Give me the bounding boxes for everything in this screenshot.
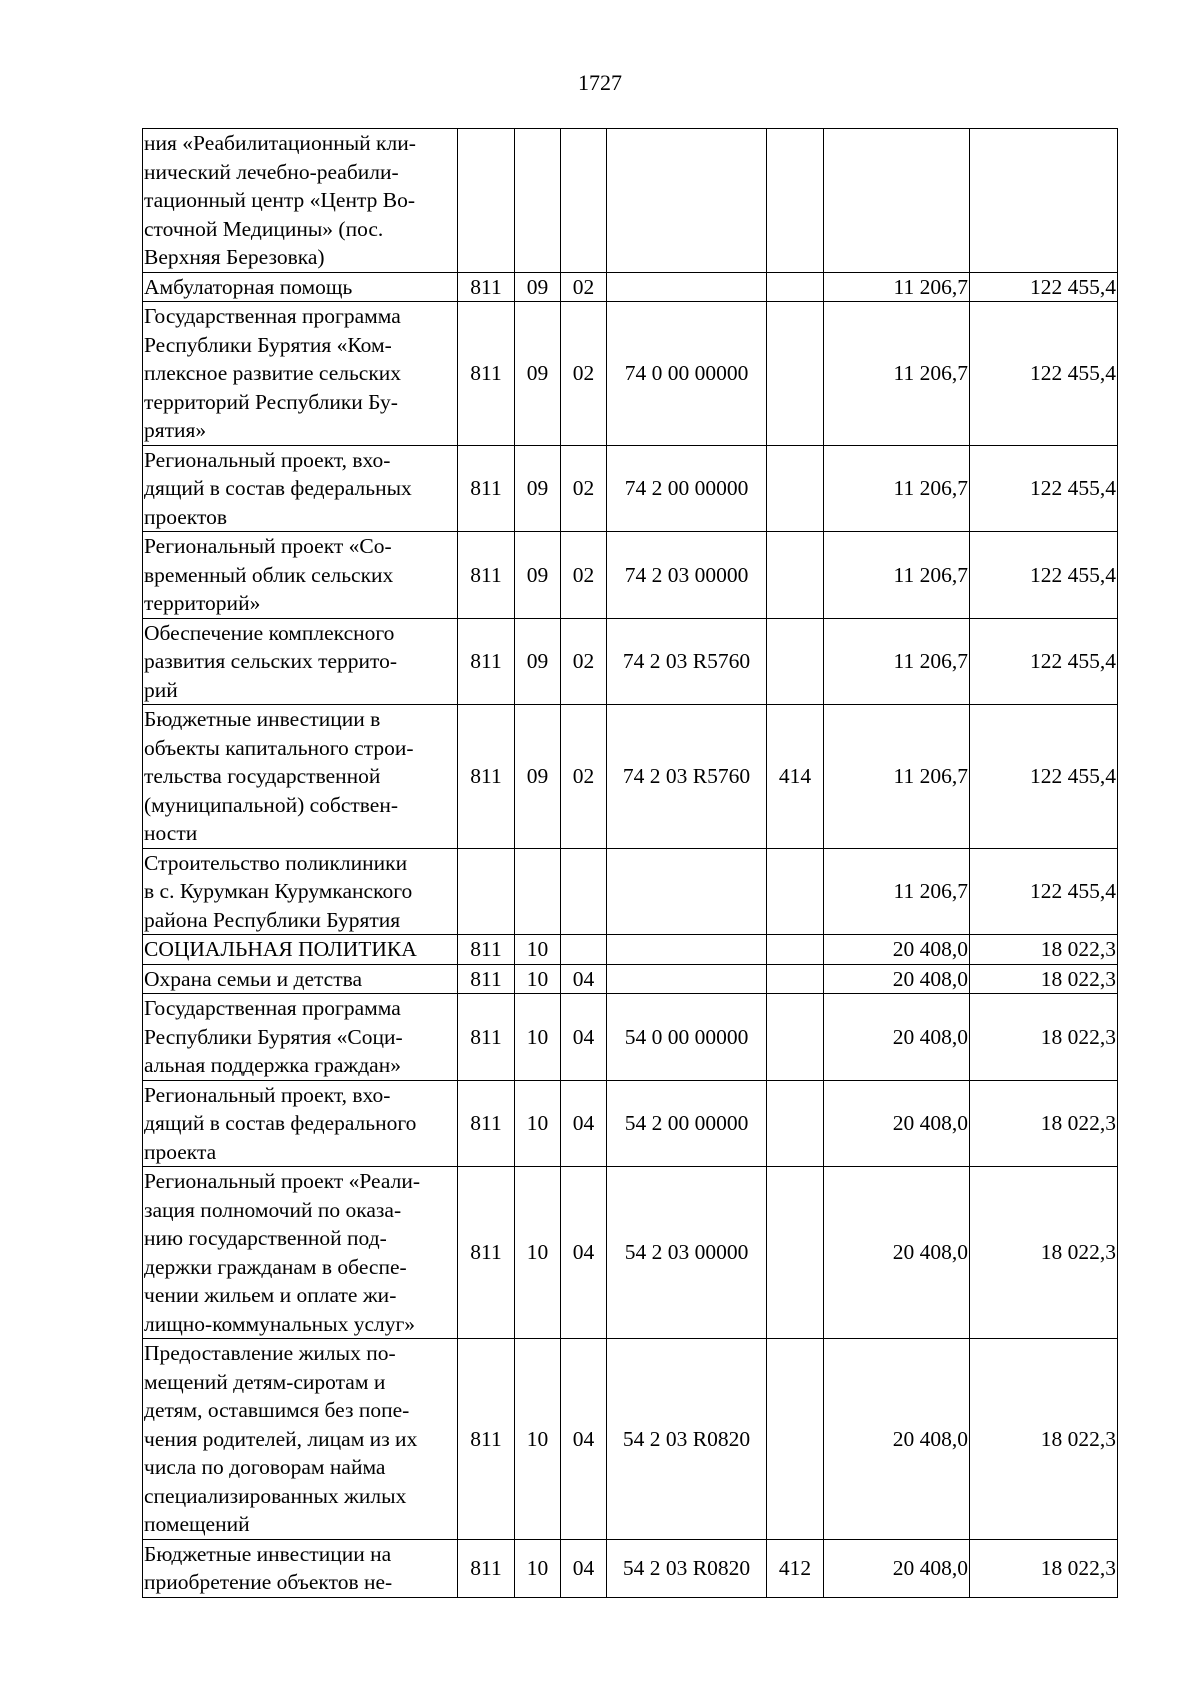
cell-name: ния «Реабилитационный кли- нический лечебно-реабили- тационный центр «Центр Во- сточной Медицины» (пос. Верхняя Березовка) xyxy=(143,129,458,273)
cell-name: Охрана семьи и детства xyxy=(143,964,458,994)
cell-section: 09 xyxy=(515,618,561,705)
cell-target-article: 54 2 00 00000 xyxy=(607,1080,767,1167)
cell-section: 09 xyxy=(515,705,561,849)
table-row xyxy=(143,618,1118,705)
cell-amount-2: 122 455,4 xyxy=(970,618,1118,705)
cell-grbs: 811 xyxy=(458,272,515,302)
cell-amount-1: 20 408,0 xyxy=(824,964,970,994)
cell-grbs: 811 xyxy=(458,445,515,532)
cell-amount-2: 18 022,3 xyxy=(970,994,1118,1081)
cell-amount-1: 20 408,0 xyxy=(824,935,970,965)
cell-subsection xyxy=(561,848,607,935)
cell-name: Обеспечение комплексного развития сельских террито- рий xyxy=(143,618,458,705)
cell-name: Государственная программа Республики Бурятия «Ком- плексное развитие сельских территорий Республики Бу- рятия» xyxy=(143,302,458,446)
cell-expense-type xyxy=(767,129,824,273)
cell-section: 10 xyxy=(515,1080,561,1167)
cell-subsection: 04 xyxy=(561,1080,607,1167)
cell-expense-type: 412 xyxy=(767,1539,824,1597)
cell-amount-1 xyxy=(824,129,970,273)
cell-name: Предоставление жилых по- мещений детям-сиротам и детям, оставшимся без попе- чения родителей, лицам из их числа по договорам найма специализированных жилых помещений xyxy=(143,1339,458,1540)
cell-section: 09 xyxy=(515,532,561,619)
cell-amount-2: 18 022,3 xyxy=(970,1539,1118,1597)
cell-amount-1: 11 206,7 xyxy=(824,445,970,532)
cell-target-article xyxy=(607,848,767,935)
cell-amount-1: 11 206,7 xyxy=(824,705,970,849)
cell-expense-type xyxy=(767,272,824,302)
table-row xyxy=(143,994,1118,1081)
cell-amount-2: 18 022,3 xyxy=(970,1339,1118,1540)
cell-amount-1: 11 206,7 xyxy=(824,302,970,446)
cell-amount-2: 122 455,4 xyxy=(970,302,1118,446)
cell-subsection: 02 xyxy=(561,302,607,446)
cell-amount-1: 11 206,7 xyxy=(824,618,970,705)
table-row xyxy=(143,1339,1118,1540)
cell-expense-type xyxy=(767,964,824,994)
table-row xyxy=(143,935,1118,965)
cell-subsection: 02 xyxy=(561,272,607,302)
cell-section: 10 xyxy=(515,1339,561,1540)
page-number: 1727 xyxy=(578,70,622,95)
cell-name: Бюджетные инвестиции в объекты капитального строи- тельства государственной (муниципальной) собствен- ности xyxy=(143,705,458,849)
cell-target-article: 74 2 00 00000 xyxy=(607,445,767,532)
cell-name: Строительство поликлиники в с. Курумкан Курумканского района Республики Бурятия xyxy=(143,848,458,935)
cell-expense-type xyxy=(767,1080,824,1167)
cell-grbs: 811 xyxy=(458,1539,515,1597)
cell-expense-type xyxy=(767,445,824,532)
cell-target-article: 54 0 00 00000 xyxy=(607,994,767,1081)
cell-name: Амбулаторная помощь xyxy=(143,272,458,302)
cell-grbs: 811 xyxy=(458,935,515,965)
cell-subsection: 04 xyxy=(561,994,607,1081)
cell-subsection: 02 xyxy=(561,705,607,849)
cell-amount-1: 20 408,0 xyxy=(824,1080,970,1167)
cell-grbs: 811 xyxy=(458,1080,515,1167)
cell-section: 09 xyxy=(515,445,561,532)
cell-target-article: 74 0 00 00000 xyxy=(607,302,767,446)
cell-expense-type xyxy=(767,618,824,705)
cell-amount-2: 18 022,3 xyxy=(970,935,1118,965)
cell-name: Региональный проект «Со- временный облик сельских территорий» xyxy=(143,532,458,619)
cell-expense-type xyxy=(767,302,824,446)
cell-target-article xyxy=(607,964,767,994)
cell-section: 09 xyxy=(515,272,561,302)
table-row xyxy=(143,532,1118,619)
cell-section xyxy=(515,129,561,273)
table-row xyxy=(143,1539,1118,1597)
budget-table xyxy=(142,128,1118,1598)
cell-section: 10 xyxy=(515,994,561,1081)
cell-expense-type xyxy=(767,848,824,935)
cell-grbs: 811 xyxy=(458,705,515,849)
table-body xyxy=(143,129,1118,1598)
cell-amount-1: 11 206,7 xyxy=(824,848,970,935)
cell-expense-type xyxy=(767,532,824,619)
cell-amount-2: 18 022,3 xyxy=(970,964,1118,994)
cell-expense-type xyxy=(767,1339,824,1540)
cell-amount-2 xyxy=(970,129,1118,273)
cell-section: 10 xyxy=(515,964,561,994)
cell-name: Бюджетные инвестиции на приобретение объектов не- xyxy=(143,1539,458,1597)
cell-grbs xyxy=(458,129,515,273)
cell-amount-2: 122 455,4 xyxy=(970,445,1118,532)
cell-target-article: 54 2 03 00000 xyxy=(607,1167,767,1339)
table-row xyxy=(143,445,1118,532)
table-row xyxy=(143,848,1118,935)
cell-subsection: 02 xyxy=(561,618,607,705)
cell-target-article: 54 2 03 R0820 xyxy=(607,1539,767,1597)
cell-grbs: 811 xyxy=(458,302,515,446)
cell-expense-type xyxy=(767,1167,824,1339)
cell-section: 10 xyxy=(515,1167,561,1339)
cell-grbs xyxy=(458,848,515,935)
cell-grbs: 811 xyxy=(458,1167,515,1339)
cell-expense-type xyxy=(767,994,824,1081)
cell-subsection: 04 xyxy=(561,1539,607,1597)
table-row xyxy=(143,1080,1118,1167)
cell-target-article: 74 2 03 R5760 xyxy=(607,618,767,705)
cell-subsection: 02 xyxy=(561,532,607,619)
cell-name: Государственная программа Республики Бурятия «Соци- альная поддержка граждан» xyxy=(143,994,458,1081)
cell-amount-2: 122 455,4 xyxy=(970,848,1118,935)
cell-section: 10 xyxy=(515,935,561,965)
cell-target-article: 74 2 03 00000 xyxy=(607,532,767,619)
table-row xyxy=(143,302,1118,446)
table-row xyxy=(143,1167,1118,1339)
cell-amount-1: 20 408,0 xyxy=(824,1539,970,1597)
cell-target-article xyxy=(607,935,767,965)
cell-subsection: 04 xyxy=(561,1339,607,1540)
cell-amount-2: 18 022,3 xyxy=(970,1080,1118,1167)
cell-expense-type xyxy=(767,935,824,965)
cell-grbs: 811 xyxy=(458,994,515,1081)
cell-amount-1: 20 408,0 xyxy=(824,1167,970,1339)
cell-name: Региональный проект, вхо- дящий в состав федерального проекта xyxy=(143,1080,458,1167)
cell-name: СОЦИАЛЬНАЯ ПОЛИТИКА xyxy=(143,935,458,965)
cell-subsection: 04 xyxy=(561,964,607,994)
cell-name: Региональный проект «Реали- зация полномочий по оказа- нию государственной под- держки гражданам в обеспе- чении жильем и оплате жи- лищно-коммунальных услуг» xyxy=(143,1167,458,1339)
cell-target-article: 54 2 03 R0820 xyxy=(607,1339,767,1540)
cell-grbs: 811 xyxy=(458,1339,515,1540)
cell-amount-1: 20 408,0 xyxy=(824,994,970,1081)
table-row xyxy=(143,272,1118,302)
cell-amount-2: 122 455,4 xyxy=(970,532,1118,619)
cell-amount-2: 122 455,4 xyxy=(970,705,1118,849)
cell-amount-1: 20 408,0 xyxy=(824,1339,970,1540)
cell-grbs: 811 xyxy=(458,532,515,619)
cell-amount-2: 122 455,4 xyxy=(970,272,1118,302)
cell-target-article xyxy=(607,272,767,302)
cell-section: 10 xyxy=(515,1539,561,1597)
cell-subsection xyxy=(561,129,607,273)
cell-grbs: 811 xyxy=(458,964,515,994)
cell-target-article xyxy=(607,129,767,273)
cell-subsection: 02 xyxy=(561,445,607,532)
cell-section xyxy=(515,848,561,935)
cell-section: 09 xyxy=(515,302,561,446)
cell-amount-2: 18 022,3 xyxy=(970,1167,1118,1339)
cell-subsection xyxy=(561,935,607,965)
cell-amount-1: 11 206,7 xyxy=(824,532,970,619)
table-row xyxy=(143,705,1118,849)
cell-amount-1: 11 206,7 xyxy=(824,272,970,302)
cell-target-article: 74 2 03 R5760 xyxy=(607,705,767,849)
table-row xyxy=(143,129,1118,273)
cell-name: Региональный проект, вхо- дящий в состав федеральных проектов xyxy=(143,445,458,532)
cell-grbs: 811 xyxy=(458,618,515,705)
cell-expense-type: 414 xyxy=(767,705,824,849)
cell-subsection: 04 xyxy=(561,1167,607,1339)
table-row xyxy=(143,964,1118,994)
